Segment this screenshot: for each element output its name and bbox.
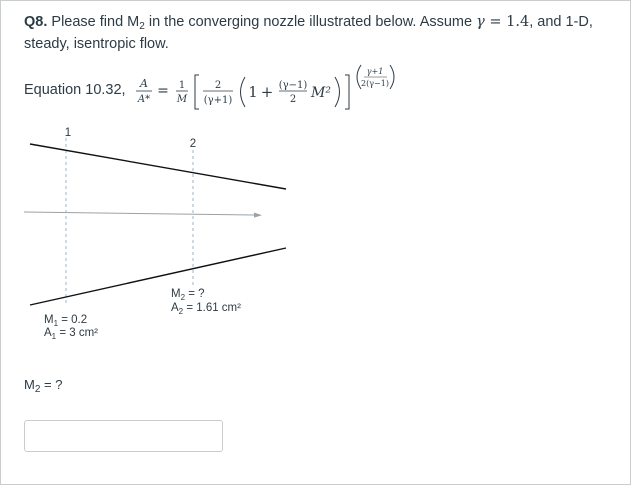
station-1-mach: $M_1 = 0.2$ (44, 314, 88, 328)
question-text-part: Please find M (47, 14, 140, 30)
eq-gamma-minus-one: (γ−1) (278, 80, 307, 91)
eq-exp-numerator: γ+1 (366, 67, 383, 76)
station-1-area: $A_1 = 3$ cm² (44, 327, 98, 341)
answer-prompt-m: M (24, 377, 35, 392)
gamma-symbol: γ (476, 14, 485, 30)
eq-gamma-plus-one: (γ+1) (203, 95, 232, 106)
eq-one-b: 1 (247, 83, 258, 101)
eq-plus: + (260, 83, 273, 101)
question-text-part: in the converging nozzle illustrated below. Assume (144, 14, 477, 30)
eq-one: 1 (178, 80, 185, 91)
area-mach-equation (132, 62, 512, 118)
eq-two-b: 2 (289, 94, 296, 105)
nozzle-bottom-wall (30, 248, 286, 305)
nozzle-diagram (24, 120, 324, 350)
equation-10-32 (24, 62, 512, 118)
flow-arrow-icon (254, 213, 262, 218)
eq-exp-denominator: 2(γ−1) (360, 79, 389, 88)
question-text-part: , and 1-D, steady, isentropic flow. (24, 14, 593, 52)
eq-equals: = (156, 83, 169, 99)
answer-input[interactable] (24, 420, 223, 452)
station-2-label: 2 (189, 138, 197, 150)
answer-prompt (24, 377, 63, 395)
eq-mach-squared: M² (310, 85, 331, 101)
eq-mach: M (176, 94, 187, 105)
eq-lhs-denominator: A* (137, 94, 150, 105)
gamma-value: = 1.4 (484, 14, 530, 30)
question-text (24, 11, 614, 55)
station-2-area: $A_2 = 1.61$ cm² (171, 302, 241, 316)
eq-lhs-numerator: A (139, 77, 148, 90)
station-1-label: 1 (64, 127, 72, 139)
question-number: Q8. (24, 14, 48, 30)
question-m2-subscript: 2 (139, 21, 145, 32)
eq-two: 2 (214, 80, 221, 91)
answer-prompt-subscript: 2 (34, 384, 41, 395)
equation-label: Equation 10.32, (24, 82, 126, 98)
nozzle-top-wall (30, 144, 286, 189)
centerline (24, 212, 254, 215)
answer-prompt-rest: = ? (40, 377, 63, 392)
station-2-mach: $M_2$ = ? (171, 288, 205, 302)
